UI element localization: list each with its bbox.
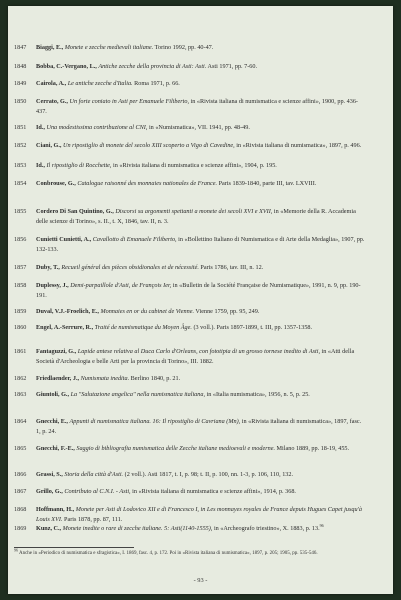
entry-details: Roma 1971, p. 66. [132, 80, 180, 87]
entry-title: Contributo al C.N.I. - Asti, [64, 488, 131, 495]
entry-title: Una modestissima contribuzione al CNI, [46, 124, 148, 131]
entry-text [36, 347, 365, 366]
entry-title: Un forte coniato in Asti per Emanuele Filiberto, [69, 98, 190, 105]
entry-text [36, 487, 365, 497]
entry-number: 1869 [14, 525, 27, 532]
entry-text [36, 179, 365, 189]
bibliography-entry [8, 235, 393, 263]
entry-author: Gnecchi, E., [36, 418, 68, 425]
entry-author: Cairola, A., [36, 80, 67, 87]
entry-text [36, 374, 365, 384]
entry-details: (3 voll.). Paris 1897-1899, t. III, pp. 1357-1358. [191, 324, 313, 331]
entry-title: Le antiche zecche d'Italia. [67, 80, 133, 87]
entry-text [36, 97, 365, 116]
entry-number: 1850 [14, 98, 27, 105]
bibliography-entry [8, 347, 393, 375]
entry-number: 1851 [14, 124, 27, 131]
entry-details: in «Atti della Società d'Archeologia e belle Arti per la provincia di Torino», III. 1882. [36, 348, 355, 365]
entry-author: Ciani, G., [36, 142, 62, 149]
entry-author: Id., [36, 124, 45, 131]
bibliography-entry [8, 179, 393, 207]
entry-author: Id., [36, 162, 45, 169]
entry-author: Conbrouse, G., [36, 180, 76, 187]
entry-text [36, 470, 365, 480]
entry-text [36, 123, 365, 133]
bibliography-entry [8, 97, 393, 125]
entry-number: 1868 [14, 506, 27, 513]
entry-details: Milano 1889, pp. 18-19, 455. [275, 445, 350, 452]
footnote-marker: 96 [14, 547, 18, 553]
bibliography-list [8, 6, 393, 594]
entry-text [36, 323, 365, 333]
entry-author: Cerrato, G., [36, 98, 68, 105]
entry-author: Engel, A.-Serrure, R., [36, 324, 94, 331]
footnote-reference: 96 [319, 522, 324, 528]
entry-details: in «Rivista italiana di numismatica e scienze affini», 1904, p. 195. [111, 162, 277, 169]
entry-text [36, 79, 365, 89]
entry-text [36, 505, 365, 524]
entry-author: Grassi, S., [36, 471, 63, 478]
entry-author: Duval, V.J.-Froelich, E., [36, 308, 99, 315]
entry-details: Paris 1839-1840, parte III, tav. LXVIII. [217, 180, 317, 187]
entry-number: 1849 [14, 80, 27, 87]
entry-title: Traité de numismatique du Moyen Âge. [94, 324, 192, 331]
entry-number: 1860 [14, 324, 27, 331]
entry-title: Discorsi su argomenti spettanti a monete dei secoli XVI e XVII, [115, 208, 273, 215]
entry-title: Demi-parpaillole d'Asti, de François Ier, [70, 282, 172, 289]
entry-text [36, 263, 365, 273]
entry-text [36, 62, 365, 72]
entry-title: Recueil général des pièces obsidionales et de nécessité. [61, 264, 199, 271]
entry-number: 1855 [14, 208, 27, 215]
entry-text [36, 43, 365, 53]
document-page [8, 6, 393, 594]
entry-details: in «Bollettino Italiano di Numismatica e di Arte della Medaglia», 1907, pp. 132-133. [36, 236, 365, 253]
entry-text [36, 161, 365, 171]
entry-number: 1853 [14, 162, 27, 169]
footnote [14, 547, 371, 557]
entry-details: Vienne 1759, pp. 95, 249. [194, 308, 260, 315]
entry-author: Kunz, C., [36, 525, 62, 532]
footnote-text: Anche in «Periodico di numismatica e sfragistica», I. 1869, fasc. 4, p. 172. Poi in «Rivista italiana di numismatica», 1897, p. 205; 1905, pp. 535-546. [18, 551, 318, 556]
entry-author: Biaggi, E., [36, 44, 64, 51]
entry-author: Duplessy, J., [36, 282, 69, 289]
bibliography-entry [8, 444, 393, 472]
entry-details: in «Rivista italiana di numismatica e scienze affini», 1900, pp. 436-437. [36, 98, 358, 115]
entry-details: in «Archeografo triestino», X. 1883, p. 13. [212, 525, 320, 532]
entry-author: Hoffmann, H., [36, 506, 75, 513]
entry-details: in «Numismatica», VII. 1941, pp. 48-49. [147, 124, 250, 131]
entry-text [36, 281, 365, 300]
entry-author: Friedlaender, J., [36, 375, 80, 382]
entry-details: in «Memorie della R. Accademia delle scienze di Torino», s. II., t. X, 1846, tav. II, n. 3. [36, 208, 356, 225]
entry-number: 1866 [14, 471, 27, 478]
entry-author: Duby, T., [36, 264, 60, 271]
entry-number: 1863 [14, 391, 27, 398]
entry-details: Paris 1786, tav. III, n. 12. [198, 264, 264, 271]
entry-number: 1867 [14, 488, 27, 495]
entry-text [36, 444, 365, 454]
entry-text [36, 524, 365, 534]
entry-title: Saggio di bibliografia numismatica delle Zecche italiane medioevali e moderne. [76, 445, 275, 452]
entry-title: Monete inedite o rare di zecche italiane. 5: Asti(1140-1555), [62, 525, 213, 532]
footnote-rule [14, 547, 134, 548]
entry-details: Asti 1971, pp. 7-60. [206, 63, 258, 70]
entry-details: (2 voll.). Asti 1817, t. I, p. 98; t. II, p. 100, nn. 1-3, p. 106, 110, 132. [123, 471, 294, 478]
bibliography-entry [8, 207, 393, 235]
entry-title: Monete per Asti di Lodovico XII e di Francesco I, in Les monnayes royales de France depuis Hugues Capet jusqu'à Louis XVI. [36, 506, 362, 523]
entry-author: Fantaguzzi, G., [36, 348, 77, 355]
entry-author: Gnecchi, F.-E., [36, 445, 75, 452]
entry-details: Berlino 1840, p. 21. [129, 375, 181, 382]
entry-title: Appunti di numismatica italiana. 16: Il ripostiglio di Cavriana (Mn), [69, 418, 241, 425]
entry-text [36, 141, 365, 151]
entry-number: 1854 [14, 180, 27, 187]
entry-number: 1857 [14, 264, 27, 271]
entry-title: Catalogue raisonné des monnaies nationales de France. [77, 180, 218, 187]
entry-details: Paris 1878, pp. 87, 111. [62, 515, 123, 523]
entry-title: Monete e zecche medievali italiane. [64, 44, 154, 51]
entry-title: Monnaies en or du cabinet de Vienne. [100, 308, 194, 315]
entry-author: Bobba, C.-Vergano, L., [36, 63, 97, 70]
entry-details: in «Bulletin de la Société Française de Numismatique», 1991, n. 9, pp. 190-191. [36, 282, 361, 299]
entry-title: Il ripostiglio di Rocchette, [46, 162, 112, 169]
bibliography-entry [8, 417, 393, 445]
entry-author: Cordero Di San Quintino, G., [36, 208, 114, 215]
entry-text [36, 417, 365, 436]
entry-text [36, 390, 365, 400]
entry-number: 1852 [14, 142, 27, 149]
entry-number: 1848 [14, 63, 27, 70]
entry-number: 1862 [14, 375, 27, 382]
entry-number: 1865 [14, 445, 27, 452]
entry-details: in «Rivista italiana di numismatica e scienze affini», 1914, p. 368. [130, 488, 296, 495]
bibliography-entry [8, 281, 393, 309]
entry-title: Un ripostiglio di monete del secolo XIII scoperto a Vigo di Cavedine, [63, 142, 235, 149]
entry-title: Storia della città d'Asti. [64, 471, 124, 478]
entry-author: Grillo, G., [36, 488, 63, 495]
bibliography-entry [8, 390, 393, 418]
entry-text [36, 307, 365, 317]
page-number: - 93 - [193, 577, 208, 584]
entry-number: 1864 [14, 418, 27, 425]
entry-number: 1847 [14, 44, 27, 51]
entry-details: Torino 1992, pp. 40-47. [153, 44, 214, 51]
entry-details: in «Italia numismatica», 1956, n. 5, p. 25. [205, 391, 310, 398]
entry-title: Cavallotto di Emanuele Filiberto, [92, 236, 177, 243]
entry-text [36, 235, 365, 254]
entry-author: Giuntoli, G., [36, 391, 70, 398]
entry-title: La "Salutazione angelica" nella numismatica italiana, [70, 391, 206, 398]
entry-number: 1858 [14, 282, 27, 289]
entry-text [36, 207, 365, 226]
entry-title: Numismata inedita. [80, 375, 130, 382]
entry-number: 1861 [14, 348, 27, 355]
entry-details: in «Rivista italiana di numismatica», 1897, p. 496. [234, 142, 362, 149]
entry-details: in «Rivista italiana di numismatica», 1897, fasc. 1, p. 24. [36, 418, 362, 435]
entry-title: Lapide antese relativa al Duca Carlo d'Orleans, con fototipia di un grosso tornese inedito di Asti, [77, 348, 320, 355]
entry-title: Antiche zecche della provincia di Asti: Asti. [98, 63, 207, 70]
entry-author: Cunietti Cunietti, A., [36, 236, 92, 243]
entry-number: 1856 [14, 236, 27, 243]
entry-number: 1859 [14, 308, 27, 315]
